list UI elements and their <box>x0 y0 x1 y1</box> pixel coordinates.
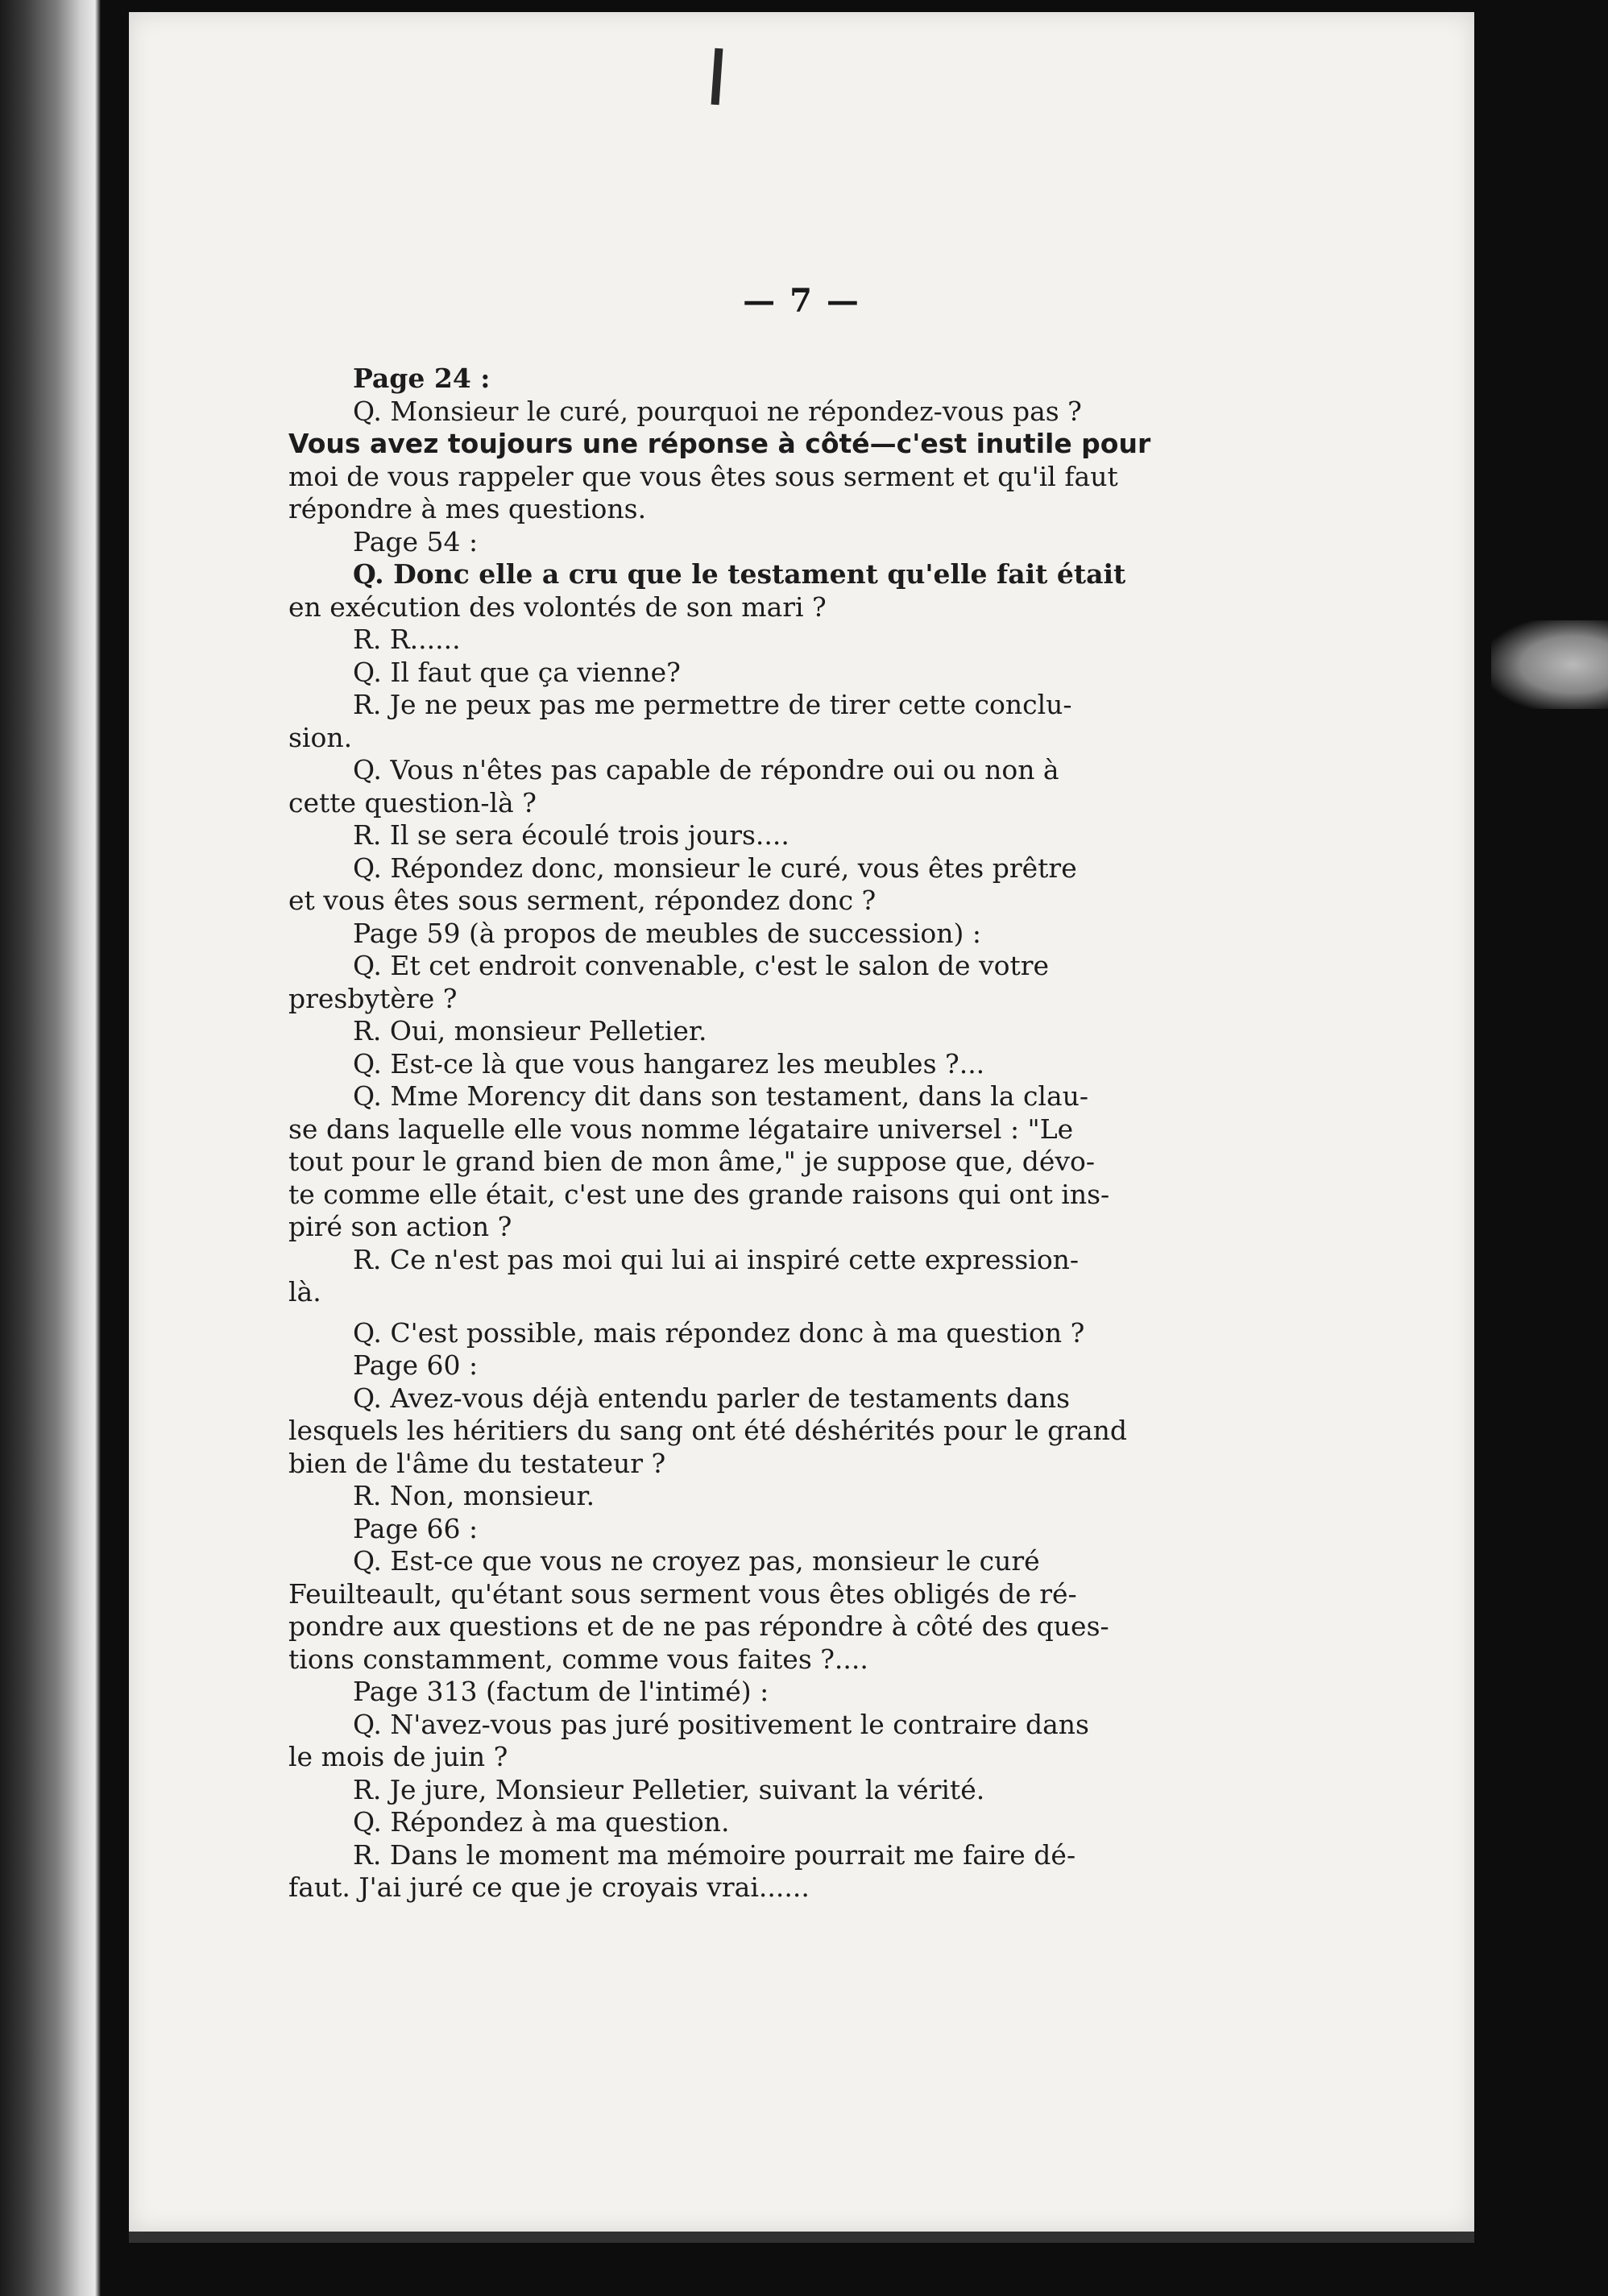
text-line: tions constamment, comme vous faites ?.... <box>288 1643 868 1675</box>
text-line: R. Oui, monsieur Pelletier. <box>353 1015 707 1046</box>
section-heading: Page 54 : <box>353 525 479 557</box>
text-line: moi de vous rappeler que vous êtes sous serment et qu'il faut <box>288 460 1118 492</box>
ink-mark <box>711 48 723 106</box>
text-line: et vous êtes sous serment, répondez donc ? <box>288 885 877 916</box>
text-line: Q. C'est possible, mais répondez donc à ma question ? <box>353 1316 1085 1349</box>
text-line: Q. Répondez à ma question. <box>353 1806 730 1838</box>
text-line: Q. Est-ce que vous ne croyez pas, monsieur le curé <box>353 1545 1040 1577</box>
text-line: répondre à mes questions. <box>288 493 647 524</box>
text-line: Q. Et cet endroit convenable, c'est le salon de votre <box>353 950 1050 981</box>
text-line: en exécution des volontés de son mari ? <box>288 591 827 623</box>
page-body <box>288 363 1368 1904</box>
text-line: R. Je ne peux pas me permettre de tirer cette conclu- <box>353 689 1072 720</box>
text-line: Q. Vous n'êtes pas capable de répondre oui ou non à <box>353 754 1059 785</box>
text-line: lesquels les héritiers du sang ont été déshérités pour le grand <box>288 1415 1128 1446</box>
text-line: Q. Monsieur le curé, pourquoi ne répondez-vous pas ? <box>353 395 1082 427</box>
text-line: Q. Donc elle a cru que le testament qu'elle fait était <box>353 558 1126 590</box>
text-line: bien de l'âme du testateur ? <box>288 1447 666 1479</box>
text-line: R. R...... <box>353 624 461 655</box>
page-number: — 7 — <box>743 282 860 320</box>
text-line: R. Il se sera écoulé trois jours.... <box>353 819 789 851</box>
text-line: Vous avez toujours une réponse à côté—c'est inutile pour <box>288 428 1151 459</box>
text-line: là. <box>288 1276 321 1308</box>
text-line: Q. Répondez donc, monsieur le curé, vous êtes prêtre <box>353 852 1077 884</box>
text-line: cette question-là ? <box>288 786 537 819</box>
page-bottom-edge <box>129 2232 1474 2243</box>
text-line: presbytère ? <box>288 982 458 1014</box>
text-line: Q. N'avez-vous pas juré positivement le contraire dans <box>353 1708 1089 1740</box>
text-line: faut. J'ai juré ce que je croyais vrai...... <box>288 1871 810 1903</box>
text-line: Q. Mme Morency dit dans son testament, dans la clau- <box>353 1080 1089 1112</box>
text-line: Q. Est-ce là que vous hangarez les meubles ?... <box>353 1047 985 1080</box>
section-heading: Page 59 (à propos de meubles de succession) : <box>353 917 981 949</box>
text-line: R. Ce n'est pas moi qui lui ai inspiré cette expression- <box>353 1243 1080 1275</box>
text-line: R. Je jure, Monsieur Pelletier, suivant la vérité. <box>353 1773 985 1805</box>
text-line: le mois de juin ? <box>288 1741 508 1772</box>
paper-tear <box>1491 620 1608 709</box>
text-line: pondre aux questions et de ne pas répondre à côté des ques- <box>288 1610 1109 1642</box>
text-line: tout pour le grand bien de mon âme," je suppose que, dévo- <box>288 1146 1096 1177</box>
text-line: piré son action ? <box>288 1211 512 1242</box>
section-heading: Page 66 : <box>353 1512 479 1544</box>
text-line: Feuilteault, qu'étant sous serment vous êtes obligés de ré- <box>288 1577 1077 1610</box>
document-page <box>129 12 1474 2232</box>
text-line: R. Dans le moment ma mémoire pourrait me faire dé- <box>353 1838 1076 1871</box>
binding-edge <box>0 0 101 2296</box>
section-heading: Page 24 : <box>353 363 491 394</box>
section-heading: Page 60 : <box>353 1349 479 1381</box>
text-line: R. Non, monsieur. <box>353 1480 595 1511</box>
section-heading: Page 313 (factum de l'intimé) : <box>353 1676 769 1707</box>
text-line: te comme elle était, c'est une des grande raisons qui ont ins- <box>288 1178 1110 1210</box>
text-line: Q. Avez-vous déjà entendu parler de testaments dans <box>353 1382 1071 1414</box>
text-line: sion. <box>288 721 353 753</box>
text-line: se dans laquelle elle vous nomme légataire universel : "Le <box>288 1113 1074 1145</box>
text-line: Q. Il faut que ça vienne? <box>353 656 681 688</box>
